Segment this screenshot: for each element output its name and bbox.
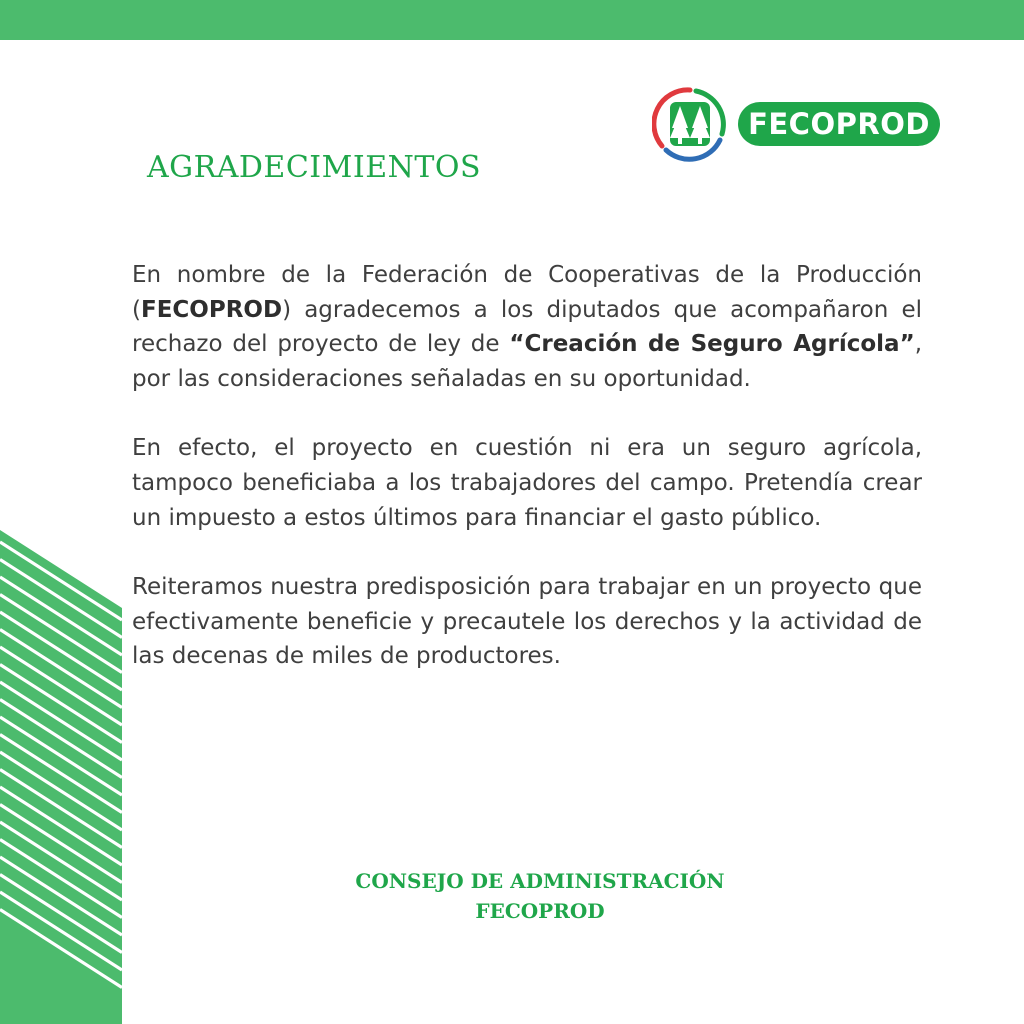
paragraph-1-text-a: En nombre de la Federación de Cooperativas de la Producción ( — [132, 262, 922, 323]
paragraph-1-bold-org: FECOPROD — [140, 296, 283, 323]
top-green-band — [0, 0, 1024, 40]
fecoprod-logo — [652, 86, 942, 162]
striped-side-decoration — [0, 530, 122, 1024]
signature-line-1: CONSEJO DE ADMINISTRACIÓN — [355, 869, 725, 893]
logo-wordmark: FECOPROD — [738, 102, 940, 146]
paragraph-3: Reiteramos nuestra predisposición para trabajar en un proyecto que efectivamente beneficie y precautele los derechos y la actividad de las decenas de miles de productores. — [132, 574, 922, 670]
cooperative-trees-emblem-icon — [652, 86, 728, 162]
paragraph-1 — [132, 258, 922, 396]
paragraph-1-text-c: , por las consideraciones señaladas en su oportunidad. — [132, 331, 923, 392]
page-title: AGRADECIMIENTOS — [147, 150, 482, 185]
letter-body — [132, 258, 922, 709]
signature-block — [300, 866, 780, 926]
paragraph-2: En efecto, el proyecto en cuestión ni era un seguro agrícola, tampoco beneficiaba a los trabajadores del campo. Pretendía crear un impuesto a estos últimos para financiar el gasto público. — [132, 435, 922, 531]
paragraph-1-bold-bill-title: “Creación de Seguro Agrícola” — [509, 331, 915, 358]
signature-line-2: FECOPROD — [475, 899, 605, 923]
paragraph-1-text-b: ) agradecemos a los diputados que acompañaron el rechazo del proyecto de ley de — [132, 296, 922, 358]
